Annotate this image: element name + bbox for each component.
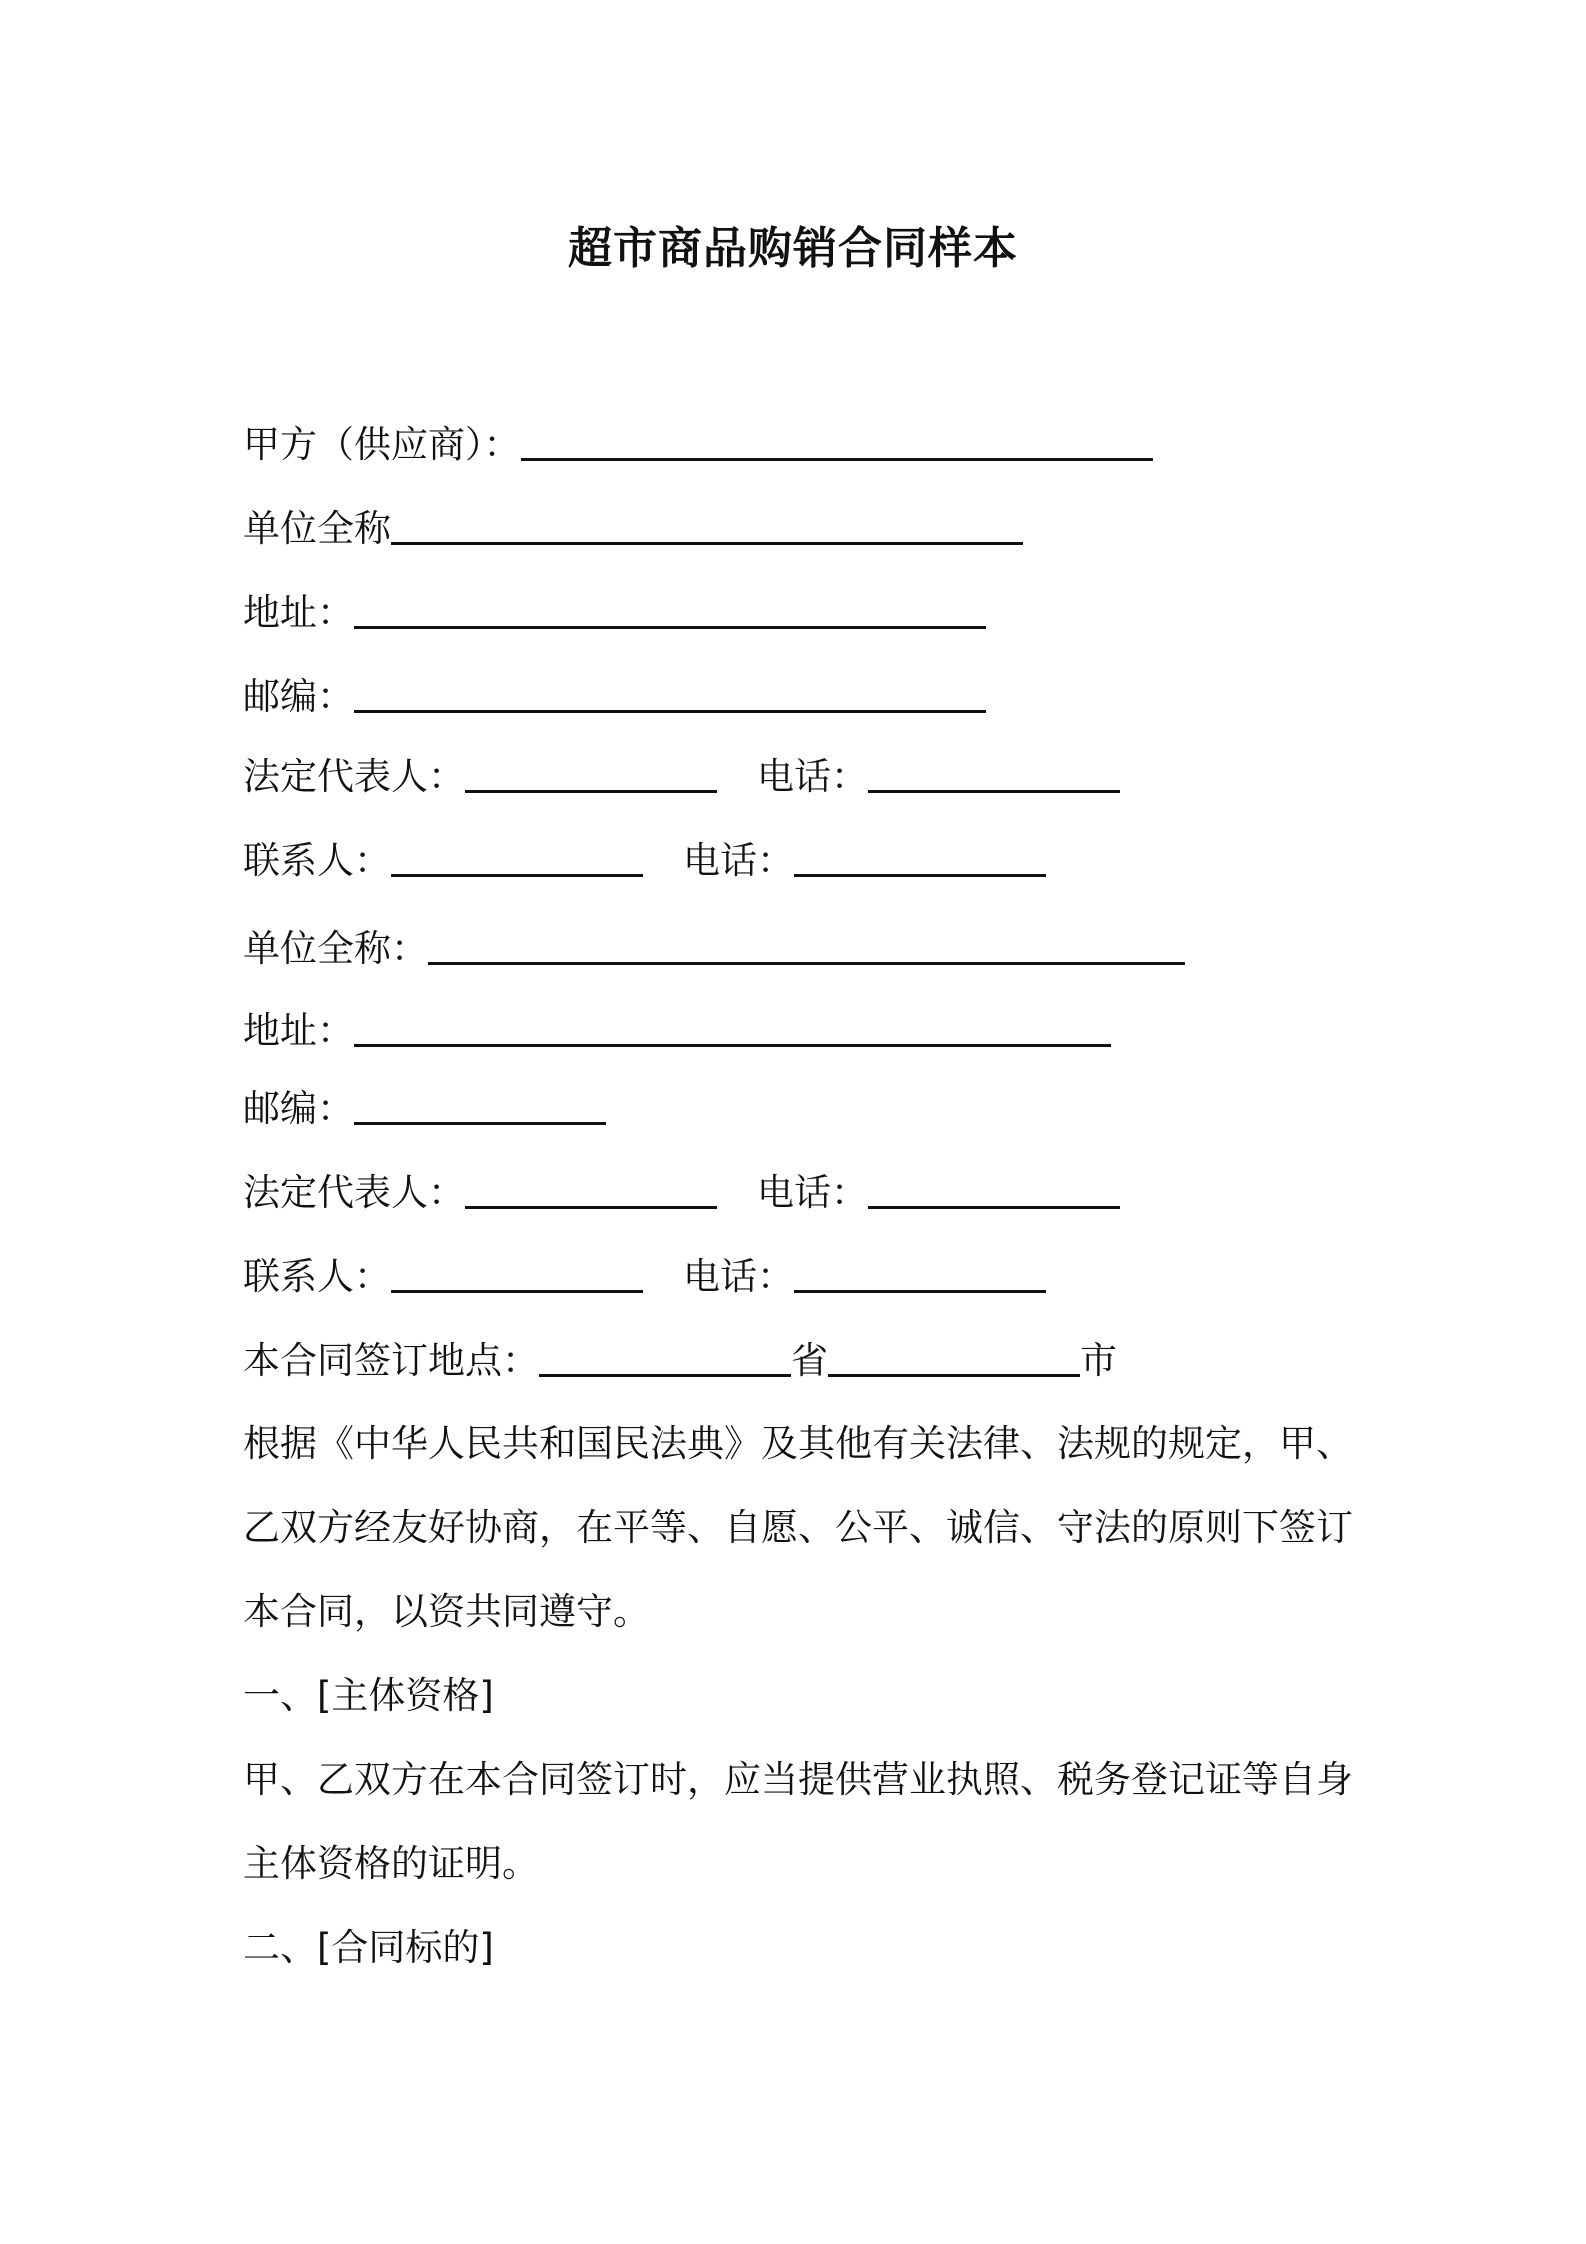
party-a-postcode-blank[interactable] xyxy=(354,676,986,713)
party-b-phone2-label: 电话： xyxy=(683,1255,794,1298)
party-b-contact-line xyxy=(243,1252,1046,1301)
party-b-postcode-line xyxy=(243,1084,606,1133)
party-b-contact-blank[interactable] xyxy=(391,1256,643,1293)
party-a-phone-blank[interactable] xyxy=(868,756,1120,793)
party-b-unit-name-blank[interactable] xyxy=(428,928,1185,965)
preamble-line-2: 乙双方经友好协商，在平等、自愿、公平、诚信、守法的原则下签订 xyxy=(243,1506,1353,1549)
party-a-unit-name-label: 单位全称 xyxy=(243,507,391,550)
party-a-contact-line xyxy=(243,836,1046,885)
preamble-line-3: 本合同，以资共同遵守。 xyxy=(243,1590,650,1633)
party-a-phone2-blank[interactable] xyxy=(794,840,1046,877)
party-b-postcode-blank[interactable] xyxy=(354,1088,606,1125)
party-a-phone-label: 电话： xyxy=(757,755,868,798)
party-a-address-label: 地址： xyxy=(243,591,354,634)
party-a-contact-label: 联系人： xyxy=(243,839,391,882)
party-a-address-line xyxy=(243,588,986,637)
section-1-line-2: 主体资格的证明。 xyxy=(243,1842,539,1885)
party-a-address-blank[interactable] xyxy=(354,592,986,629)
party-a-contact-blank[interactable] xyxy=(391,840,643,877)
party-b-legal-rep-label: 法定代表人： xyxy=(243,1171,465,1214)
party-a-legal-rep-blank[interactable] xyxy=(465,756,717,793)
signing-city-label: 市 xyxy=(1080,1339,1117,1382)
preamble-line-1: 根据《中华人民共和国民法典》及其他有关法律、法规的规定，甲、 xyxy=(243,1422,1353,1465)
party-b-legal-rep-line xyxy=(243,1168,1120,1217)
section-1-heading: 一、[主体资格] xyxy=(243,1674,494,1717)
section-2-heading: 二、[合同标的] xyxy=(243,1926,494,1969)
signing-province-label: 省 xyxy=(791,1339,828,1382)
party-a-heading: 甲方（供应商）： xyxy=(243,423,521,466)
party-b-address-label: 地址： xyxy=(243,1009,354,1052)
section-1-line-1: 甲、乙双方在本合同签订时，应当提供营业执照、税务登记证等自身 xyxy=(243,1758,1353,1801)
party-a-legal-rep-label: 法定代表人： xyxy=(243,755,465,798)
party-a-unit-name-blank[interactable] xyxy=(391,508,1023,545)
party-b-postcode-label: 邮编： xyxy=(243,1087,354,1130)
party-b-phone-label: 电话： xyxy=(757,1171,868,1214)
party-a-legal-rep-line xyxy=(243,752,1120,801)
party-a-blank[interactable] xyxy=(521,424,1153,461)
party-b-phone2-blank[interactable] xyxy=(794,1256,1046,1293)
party-b-contact-label: 联系人： xyxy=(243,1255,391,1298)
party-b-legal-rep-blank[interactable] xyxy=(465,1172,717,1209)
party-a-heading-line xyxy=(243,420,1153,469)
party-b-address-blank[interactable] xyxy=(354,1010,1111,1047)
party-b-address-line xyxy=(243,1006,1111,1055)
party-a-unit-name-line xyxy=(243,504,1023,553)
party-b-unit-name-line xyxy=(243,924,1185,973)
page-title: 超市商品购销合同样本 xyxy=(568,223,1018,274)
party-a-postcode-line xyxy=(243,672,986,721)
signing-place-line xyxy=(243,1336,1117,1385)
party-a-phone2-label: 电话： xyxy=(683,839,794,882)
signing-city-blank[interactable] xyxy=(828,1340,1080,1377)
party-b-unit-name-label: 单位全称： xyxy=(243,927,428,970)
party-a-postcode-label: 邮编： xyxy=(243,675,354,718)
signing-province-blank[interactable] xyxy=(539,1340,791,1377)
signing-place-label: 本合同签订地点： xyxy=(243,1339,539,1382)
party-b-phone-blank[interactable] xyxy=(868,1172,1120,1209)
